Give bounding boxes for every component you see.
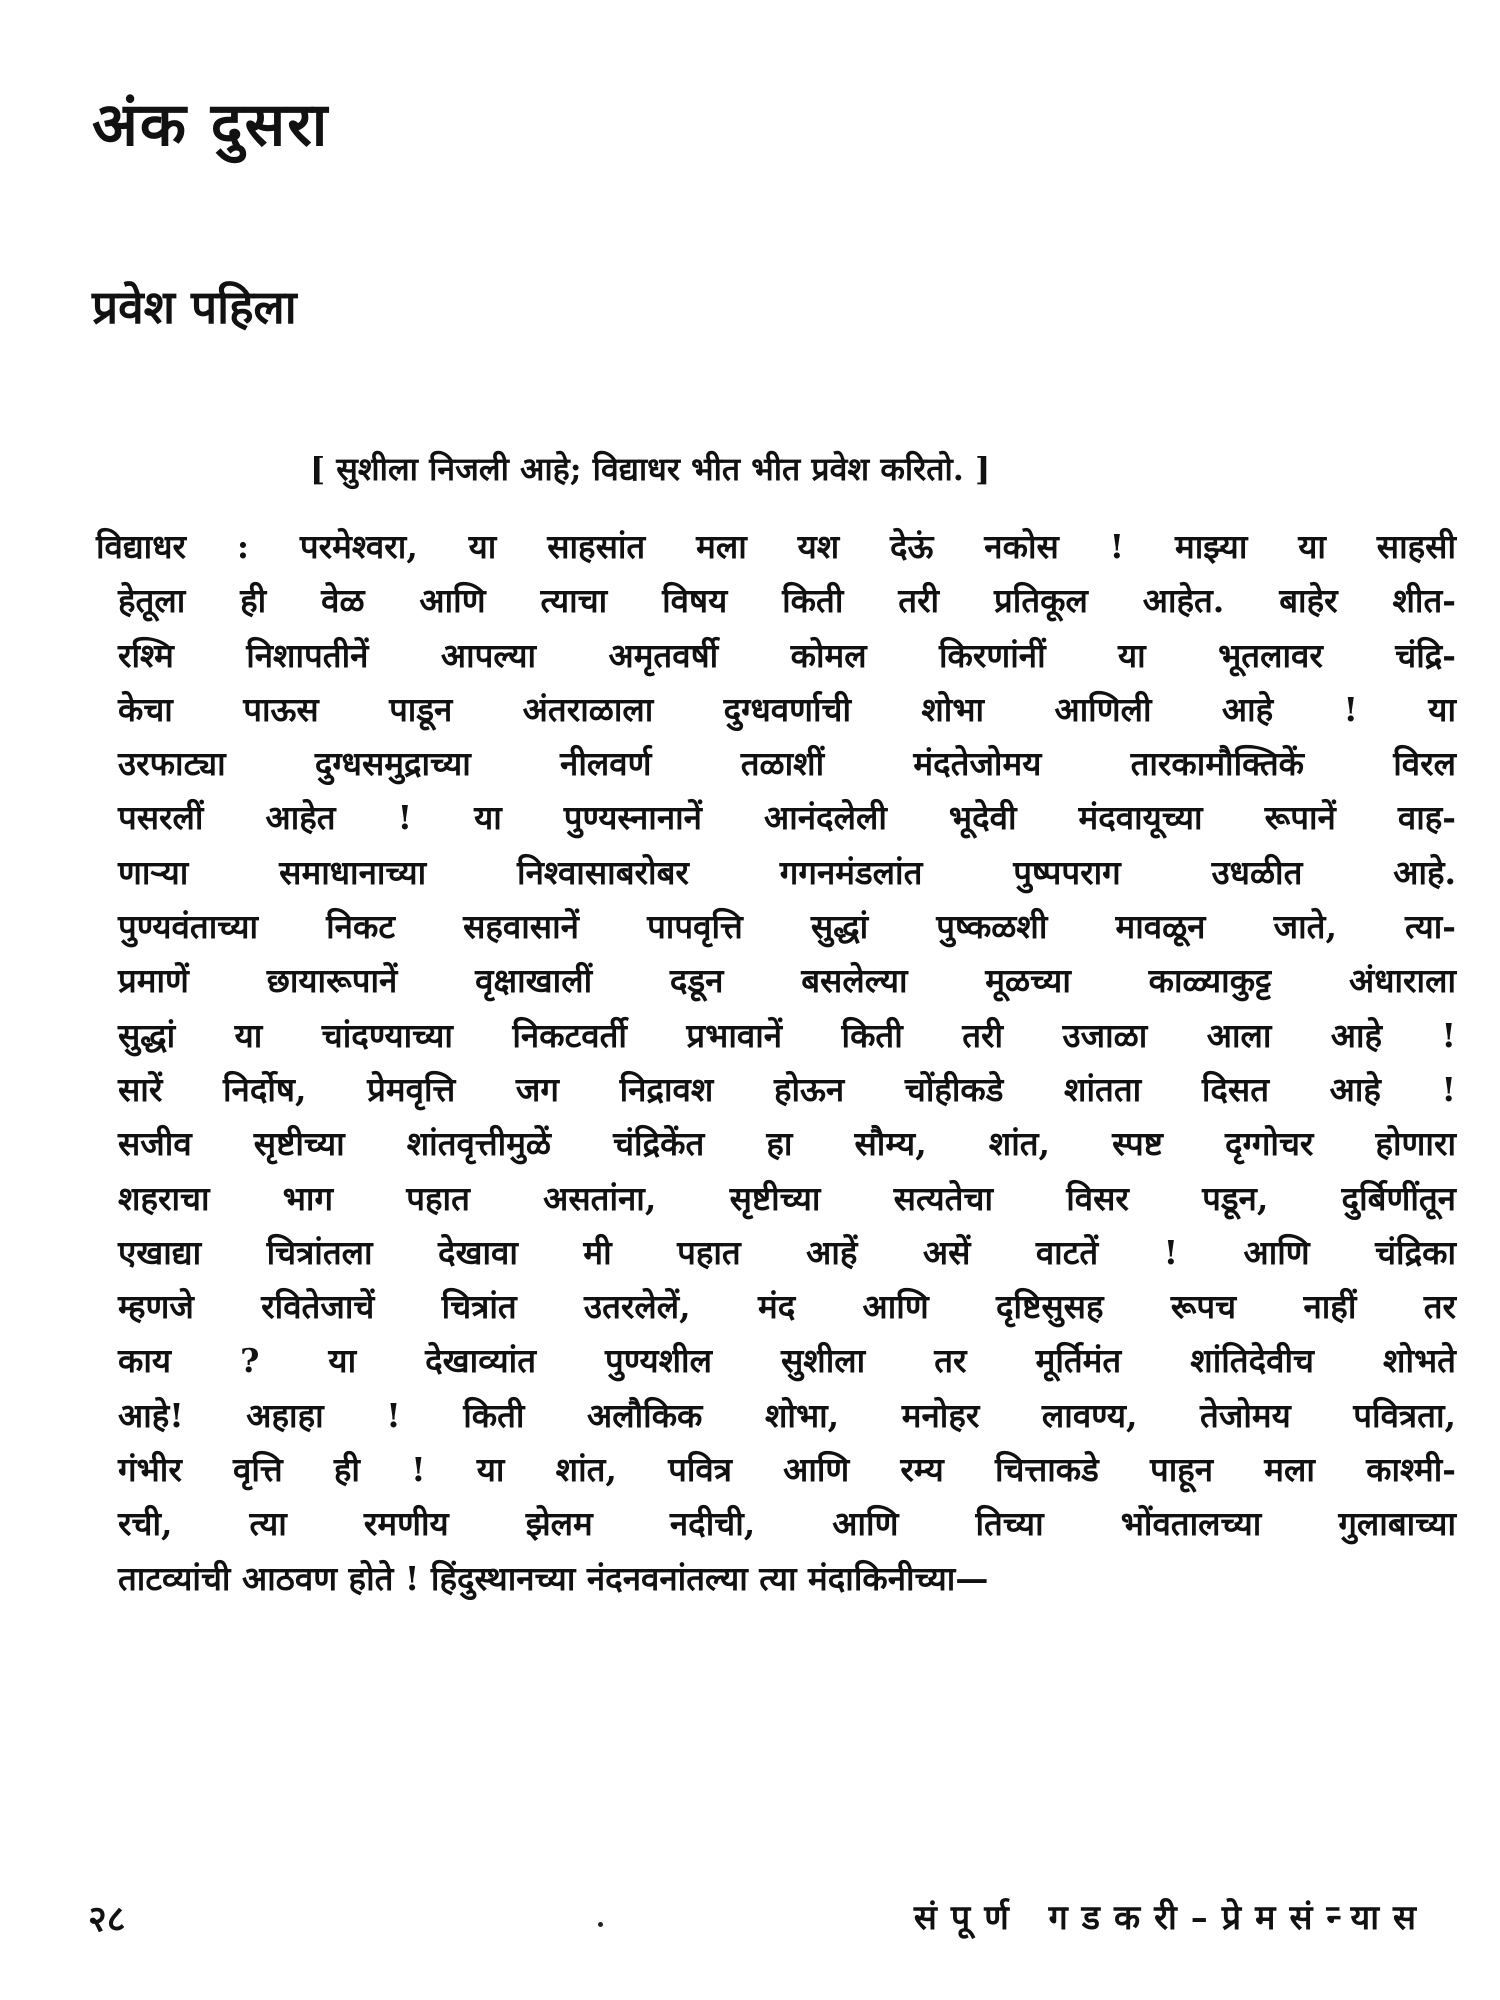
act-title: अंक दुसरा — [92, 90, 330, 160]
speech-line: गंभीर वृत्ति ही ! या शांत, पवित्र आणि रम्य चित्ताकडे पाहून मला काश्मी- — [118, 1450, 1456, 1490]
speech-line: उरफाट्या दुग्धसमुद्राच्या नीलवर्ण तळाशीं मंदतेजोमय तारकामौक्तिकें विरल — [118, 744, 1456, 784]
speech-line: शहराचा भाग पहात असतांना, सृष्टीच्या सत्यतेचा विसर पडून, दुर्बिणींतून — [118, 1178, 1456, 1218]
speech-line: आहे! अहाहा ! किती अलौकिक शोभा, मनोहर लावण्य, तेजोमय पवित्रता, — [118, 1395, 1456, 1435]
speech-line: एखाद्या चित्रांतला देखावा मी पहात आहें असें वाटतें ! आणि चंद्रिका — [118, 1232, 1456, 1272]
speech-line: रची, त्या रमणीय झेलम नदीची, आणि तिच्या भोंवतालच्या गुलाबाच्या — [118, 1504, 1456, 1544]
speech-line: काय ? या देखाव्यांत पुण्यशील सुशीला तर मूर्तिमंत शांतिदेवीच शोभते — [118, 1341, 1456, 1381]
page-number: २८ — [88, 1898, 126, 1940]
speech-line: रश्मि निशापतीनें आपल्या अमृतवर्षी कोमल किरणांनीं या भूतलावर चंद्रि- — [118, 635, 1456, 675]
speech-line: प्रमाणें छायारूपानें वृक्षाखालीं दडून बसलेल्या मूळच्या काळ्याकुट्ट अंधाराला — [118, 961, 1456, 1001]
speech-line: सारें निर्दोष, प्रेमवृत्ति जग निद्रावश होऊन चोंहीकडे शांतता दिसत आहे ! — [118, 1069, 1456, 1109]
speech-line — [96, 520, 1456, 574]
running-footer-title: संपूर्ण गडकरी–प्रेमसंन्यास — [913, 1898, 1430, 1938]
speech-line: पसरलीं आहेत ! या पुण्यस्नानानें आनंदलेली भूदेवी मंदवायूच्या रूपानें वाह- — [118, 798, 1456, 838]
speaker-name: विद्याधर : — [96, 527, 250, 566]
speech-block — [96, 520, 1456, 1606]
speech-line: पुण्यवंताच्या निकट सहवासानें पापवृत्ति सुद्धां पुष्कळशी मावळून जाते, त्या- — [118, 907, 1456, 947]
speech-line: ताटव्यांची आठवण होते ! हिंदुस्थानच्या नंदनवनांतल्या त्या मंदाकिनीच्या— — [118, 1558, 989, 1598]
speech-line: म्हणजे रवितेजाचें चित्रांत उतरलेलें, मंद आणि दृष्टिसुसह रूपच नाहीं तर — [118, 1287, 1456, 1327]
speech-line-text: परमेश्वरा, या साहसांत मला यश देऊं नकोस ! माझ्या या साहसी — [299, 527, 1456, 566]
speech-line: हेतूला ही वेळ आणि त्याचा विषय किती तरी प्रतिकूल आहेत. बाहेर शीत- — [118, 581, 1456, 621]
speech-line: सुद्धां या चांदण्याच्या निकटवर्ती प्रभावानें किती तरी उजाळा आला आहे ! — [118, 1015, 1456, 1055]
speech-line: केचा पाऊस पाडून अंतराळाला दुग्धवर्णाची शोभा आणिली आहे ! या — [118, 689, 1456, 729]
speech-line: णाऱ्या समाधानाच्या निश्वासाबरोबर गगनमंडलांत पुष्पपराग उधळीत आहे. — [118, 852, 1456, 892]
stage-direction: [ सुशीला निजली आहे; विद्याधर भीत भीत प्रवेश करितो. ] — [310, 450, 991, 488]
scene-title: प्रवेश पहिला — [92, 280, 297, 334]
speech-line: सजीव सृष्टीच्या शांतवृत्तीमुळें चंद्रिकेंत हा सौम्य, शांत, स्पष्ट दृग्गोचर होणारा — [118, 1124, 1456, 1164]
print-speck — [598, 1922, 603, 1927]
